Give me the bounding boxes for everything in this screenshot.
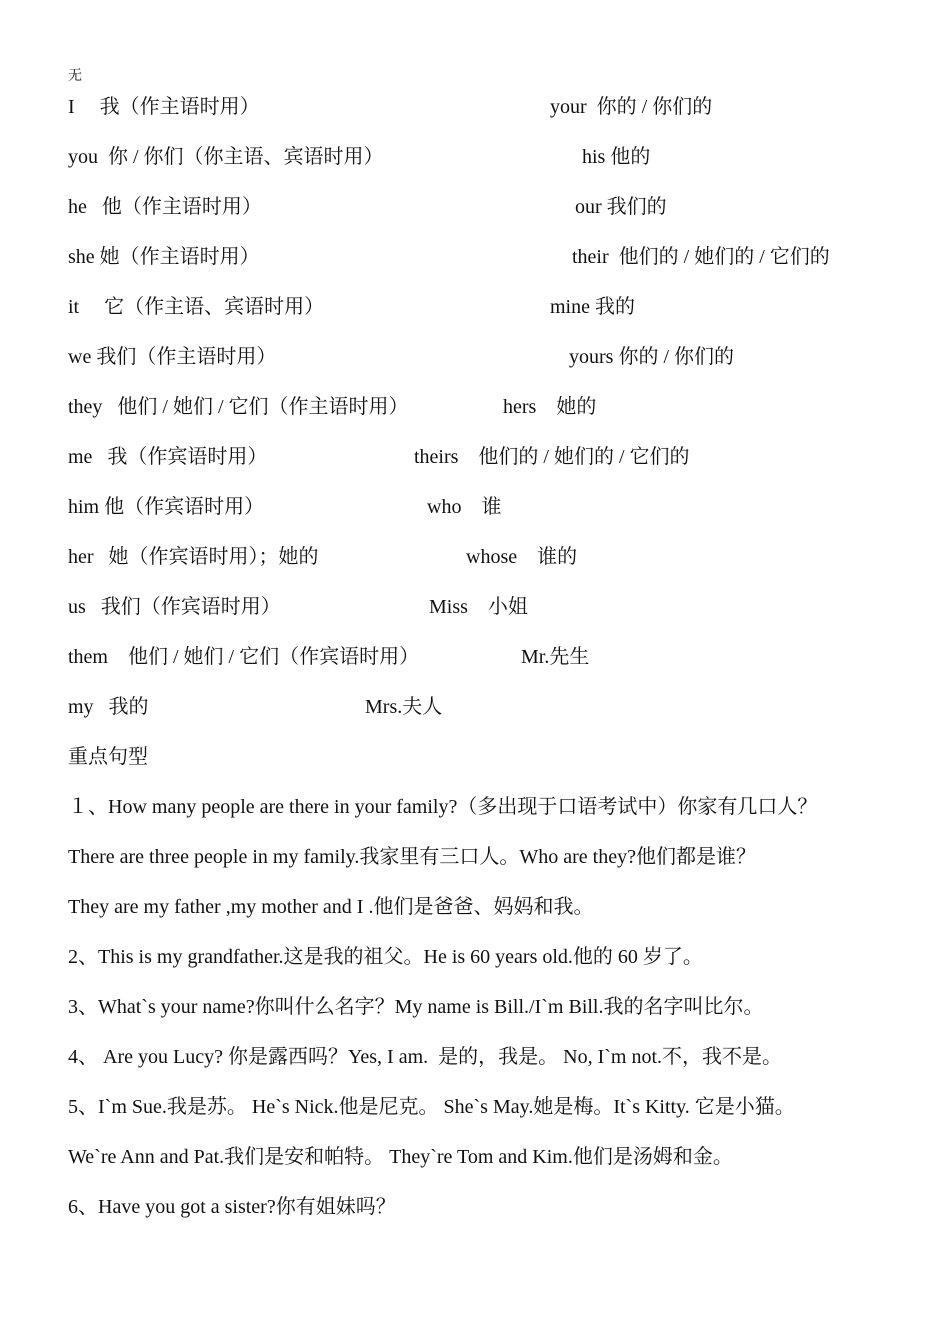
vocab-row <box>0 442 950 472</box>
sentence-line <box>0 792 950 822</box>
vocab-right: whose 谁的 <box>466 546 578 568</box>
vocab-right: hers 她的 <box>503 396 597 418</box>
vocab-left: them 他们 / 她们 / 它们（作宾语时用） <box>68 646 420 668</box>
vocab-left: she 她（作主语时用） <box>68 246 260 268</box>
sentence-line <box>0 1142 950 1172</box>
vocab-left: him 他（作宾语时用） <box>68 496 265 518</box>
sentence-text: 6、Have you got a sister?你有姐妹吗？ <box>68 1196 396 1218</box>
vocab-row <box>0 242 950 272</box>
sentence-text: We`re Ann and Pat.我们是安和帕特。 They`re Tom and Kim.他们是汤姆和金。 <box>68 1146 733 1168</box>
vocab-right: our 我们的 <box>575 196 667 218</box>
sentence-line <box>0 1042 950 1072</box>
vocab-left: he 他（作主语时用） <box>68 196 262 218</box>
vocab-row <box>0 92 950 122</box>
section-title: 重点句型 <box>68 746 148 768</box>
vocab-left: us 我们（作宾语时用） <box>68 596 281 618</box>
vocab-row <box>0 342 950 372</box>
vocab-row <box>0 542 950 572</box>
sentence-text: 3、What`s your name?你叫什么名字？My name is Bill./I`m Bill.我的名字叫比尔。 <box>68 996 764 1018</box>
sentence-line <box>0 892 950 922</box>
sentence-line <box>0 942 950 972</box>
sentence-text: They are my father ,my mother and I .他们是爸爸、妈妈和我。 <box>68 896 594 918</box>
vocab-left: her 她（作宾语时用）；她的 <box>68 546 319 568</box>
vocab-row <box>0 142 950 172</box>
sentence-line <box>0 842 950 872</box>
vocab-left: I 我（作主语时用） <box>68 96 260 118</box>
sentence-text: There are three people in my family.我家里有三口人。Who are they?他们都是谁？ <box>68 846 756 868</box>
vocab-right: his 他的 <box>582 146 651 168</box>
vocab-row <box>0 292 950 322</box>
vocab-right: mine 我的 <box>550 296 635 318</box>
sentence-line <box>0 1092 950 1122</box>
vocab-left: we 我们（作主语时用） <box>68 346 277 368</box>
vocab-right: Miss 小姐 <box>429 596 528 618</box>
sentence-text: 2、This is my grandfather.这是我的祖父。He is 60 years old.他的 60 岁了。 <box>68 946 703 968</box>
header-mark: 无 <box>68 69 82 84</box>
vocab-right: theirs 他们的 / 她们的 / 它们的 <box>414 446 690 468</box>
vocab-left: my 我的 <box>68 696 149 718</box>
vocab-right: your 你的 / 你们的 <box>550 96 713 118</box>
vocab-right: Mrs.夫人 <box>365 696 443 718</box>
vocab-left: you 你 / 你们（你主语、宾语时用） <box>68 146 384 168</box>
vocab-right: yours 你的 / 你们的 <box>569 346 734 368</box>
sentence-line <box>0 1192 950 1222</box>
vocab-row <box>0 192 950 222</box>
section-title-row <box>0 742 950 772</box>
vocab-row <box>0 592 950 622</box>
vocab-left: me 我（作宾语时用） <box>68 446 268 468</box>
sentence-text: 4、 Are you Lucy? 你是露西吗？Yes, I am. 是的，我是。 No, I`m not.不，我不是。 <box>68 1046 783 1068</box>
vocab-left: they 他们 / 她们 / 它们（作主语时用） <box>68 396 409 418</box>
sentence-text: １、How many people are there in your family?（多出现于口语考试中）你家有几口人？ <box>68 796 818 818</box>
vocab-right: their 他们的 / 她们的 / 它们的 <box>572 246 830 268</box>
sentence-line <box>0 992 950 1022</box>
vocab-row <box>0 642 950 672</box>
vocab-left: it 它（作主语、宾语时用） <box>68 296 325 318</box>
vocab-row <box>0 392 950 422</box>
vocab-row <box>0 492 950 522</box>
vocab-right: who 谁 <box>427 496 502 518</box>
vocab-right: Mr.先生 <box>521 646 590 668</box>
vocab-row <box>0 692 950 722</box>
sentence-text: 5、I`m Sue.我是苏。 He`s Nick.他是尼克。 She`s May.她是梅。It`s Kitty. 它是小猫。 <box>68 1096 795 1118</box>
